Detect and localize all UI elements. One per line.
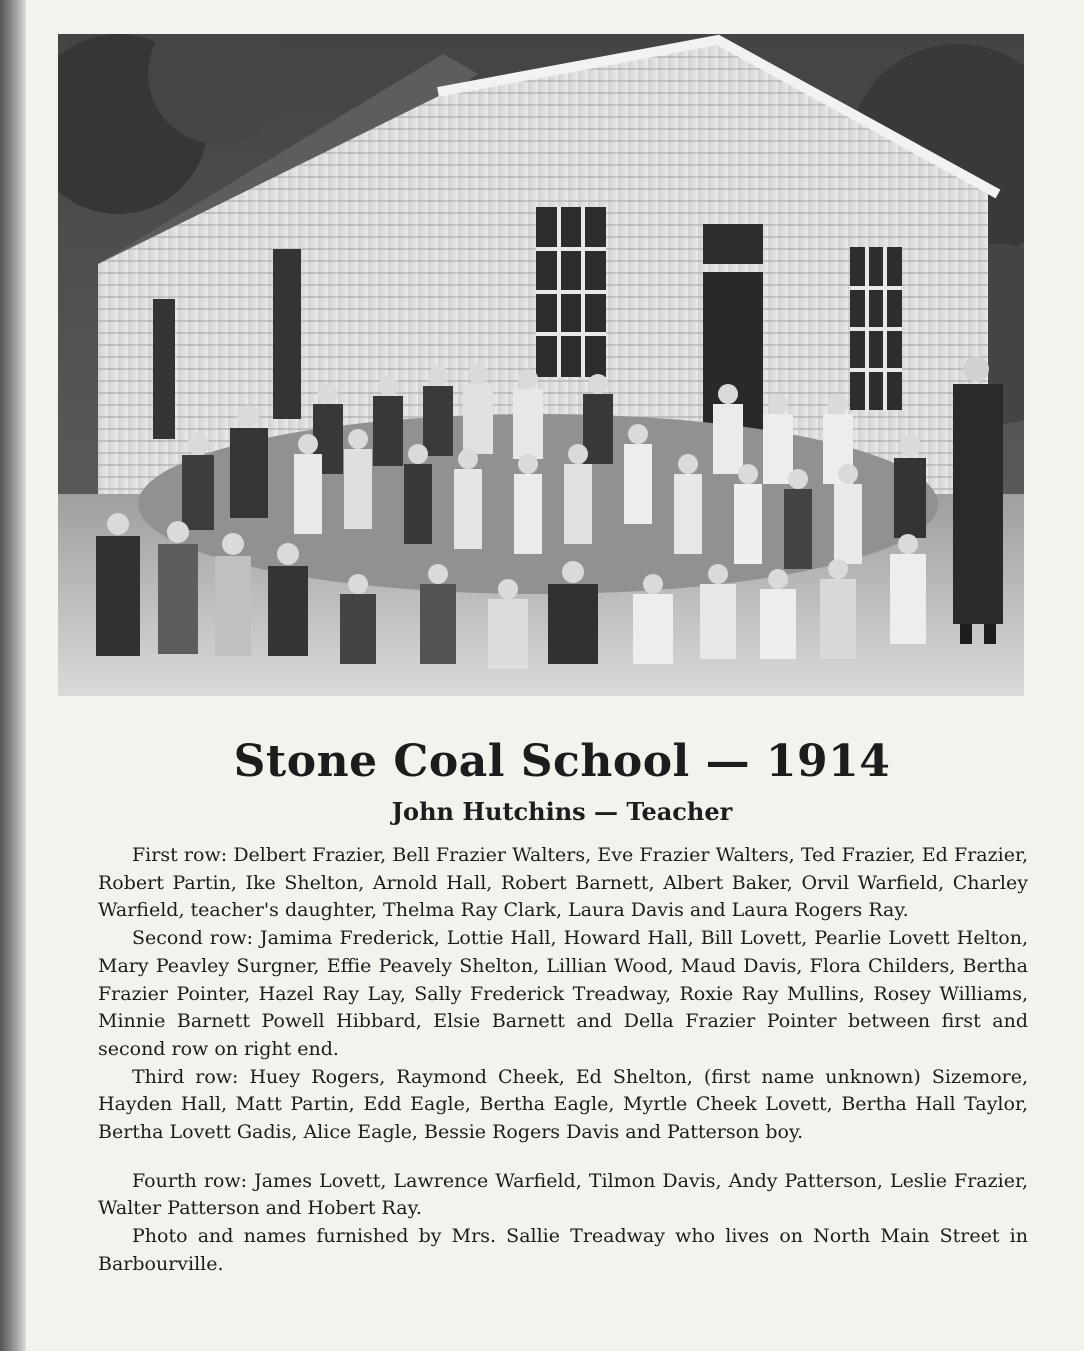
caption-body [98, 842, 1028, 1279]
third-row-paragraph: Third row: Huey Rogers, Raymond Cheek, Ed Shelton, (first name unknown) Sizemore, Hayden Hall, Matt Partin, Edd Eagle, Bertha Eagle, Myrtle Cheek Lovett, Bertha Hall Taylor, Bertha Lovett Gadis, Alice Eagle, Bessie Rogers Davis and Patterson boy. [98, 1065, 1028, 1144]
page-binding-edge [0, 0, 26, 1351]
credit-paragraph: Photo and names furnished by Mrs. Sallie Treadway who lives on North Main Street in Barbourville. [98, 1225, 1028, 1275]
first-row-paragraph: First row: Delbert Frazier, Bell Frazier Walters, Eve Frazier Walters, Ted Frazier, Ed Frazier, Robert Partin, Ike Shelton, Arnold Hall, Robert Barnett, Albert Baker, Orvil Warfield, Charley Warfield, teacher's daughter, Thelma Ray Clark, Laura Davis and Laura Rogers Ray. [98, 844, 1028, 922]
teacher-subtitle: John Hutchins — Teacher [391, 797, 733, 826]
page-title: Stone Coal School — 1914 [233, 736, 891, 787]
class-photo [58, 34, 1024, 696]
school-class-photo-icon [58, 34, 1024, 696]
fourth-row-paragraph: Fourth row: James Lovett, Lawrence Warfield, Tilmon Davis, Andy Patterson, Leslie Frazier, Walter Patterson and Hobert Ray. [98, 1169, 1028, 1220]
second-row-paragraph: Second row: Jamima Frederick, Lottie Hall, Howard Hall, Bill Lovett, Pearlie Lovett Helton, Mary Peavley Surgner, Effie Peavely Shelton, Lillian Wood, Maud Davis, Flora Childers, Bertha Frazier Pointer, Hazel Ray Lay, Sally Frederick Treadway, Roxie Ray Mullins, Rosey Williams, Minnie Barnett Powell Hibbard, Elsie Barnett and Della Frazier Pointer between first and second row on right end. [98, 927, 1028, 1060]
